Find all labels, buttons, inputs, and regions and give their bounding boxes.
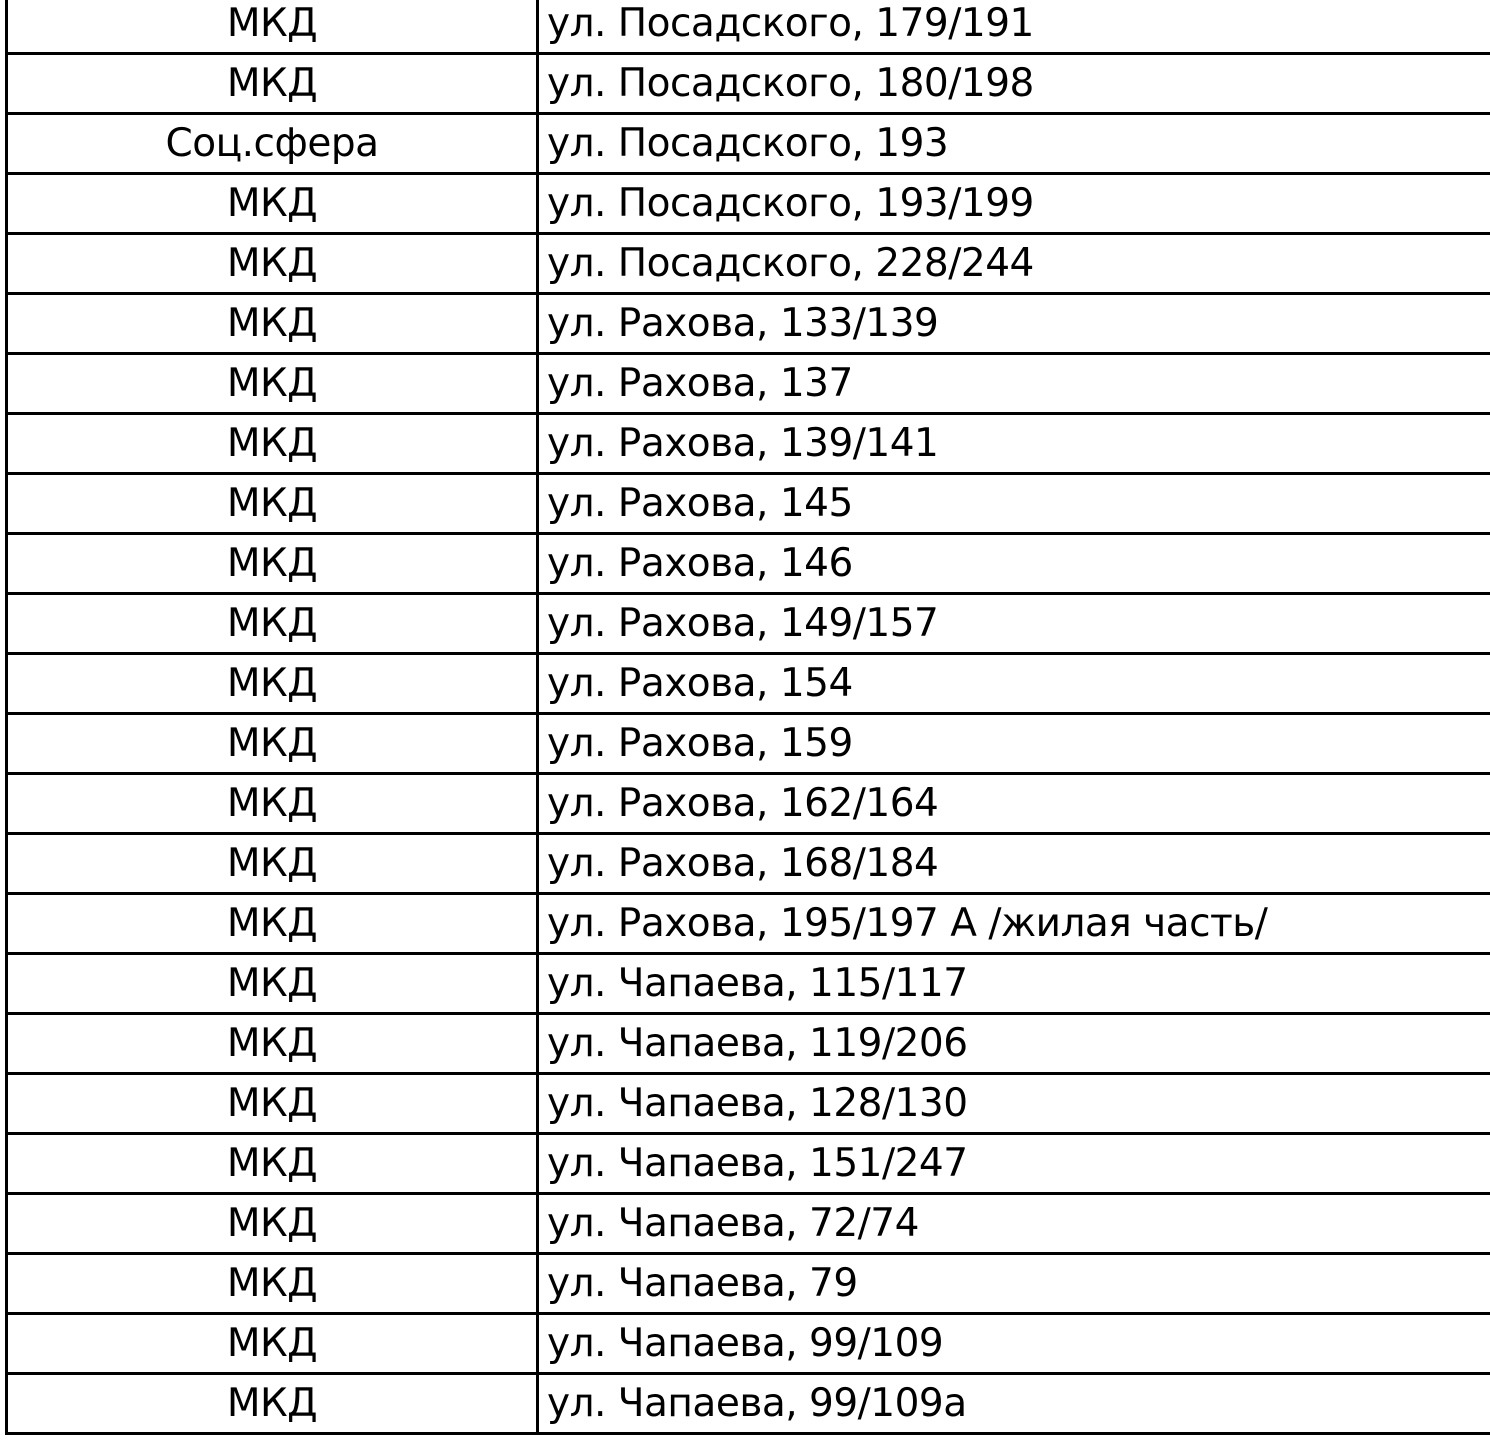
address-cell[interactable]: ул. Рахова, 137: [538, 354, 1490, 414]
address-cell[interactable]: ул. Посадского, 193: [538, 114, 1490, 174]
table-row: [7, 1314, 1490, 1374]
table-row: [7, 954, 1490, 1014]
table-row: [7, 594, 1490, 654]
address-cell[interactable]: ул. Рахова, 146: [538, 534, 1490, 594]
object-type-cell[interactable]: МКД: [7, 1134, 538, 1194]
table-row: [7, 114, 1490, 174]
object-type-cell[interactable]: МКД: [7, 894, 538, 954]
object-type-cell[interactable]: МКД: [7, 834, 538, 894]
address-cell[interactable]: ул. Чапаева, 99/109: [538, 1314, 1490, 1374]
object-type-cell[interactable]: МКД: [7, 294, 538, 354]
object-type-cell[interactable]: МКД: [7, 174, 538, 234]
address-cell[interactable]: ул. Рахова, 145: [538, 474, 1490, 534]
address-cell[interactable]: ул. Рахова, 149/157: [538, 594, 1490, 654]
address-cell[interactable]: ул. Посадского, 179/191: [538, 0, 1490, 54]
object-type-cell[interactable]: МКД: [7, 774, 538, 834]
table-row: [7, 54, 1490, 114]
table-row: [7, 414, 1490, 474]
address-cell[interactable]: ул. Рахова, 139/141: [538, 414, 1490, 474]
table-row: [7, 1374, 1490, 1434]
object-type-cell[interactable]: МКД: [7, 1014, 538, 1074]
address-cell[interactable]: ул. Чапаева, 128/130: [538, 1074, 1490, 1134]
table-row: [7, 1254, 1490, 1314]
address-cell[interactable]: ул. Посадского, 228/244: [538, 234, 1490, 294]
spreadsheet-sheet: [5, 0, 1483, 1435]
address-cell[interactable]: ул. Посадского, 180/198: [538, 54, 1490, 114]
address-cell[interactable]: ул. Рахова, 159: [538, 714, 1490, 774]
table-row: [7, 1134, 1490, 1194]
table-row: [7, 534, 1490, 594]
table-row: [7, 894, 1490, 954]
address-cell[interactable]: ул. Чапаева, 72/74: [538, 1194, 1490, 1254]
address-cell[interactable]: ул. Чапаева, 151/247: [538, 1134, 1490, 1194]
table-row: [7, 774, 1490, 834]
table-row: [7, 1194, 1490, 1254]
address-cell[interactable]: ул. Чапаева, 99/109а: [538, 1374, 1490, 1434]
object-type-cell[interactable]: МКД: [7, 234, 538, 294]
table-row: [7, 1074, 1490, 1134]
table-row: [7, 174, 1490, 234]
table-row: [7, 234, 1490, 294]
table-row: [7, 834, 1490, 894]
table-row: [7, 474, 1490, 534]
object-type-cell[interactable]: МКД: [7, 954, 538, 1014]
object-type-cell[interactable]: МКД: [7, 474, 538, 534]
object-type-cell[interactable]: МКД: [7, 54, 538, 114]
object-type-cell[interactable]: МКД: [7, 1254, 538, 1314]
object-type-cell[interactable]: МКД: [7, 1314, 538, 1374]
object-type-cell[interactable]: МКД: [7, 354, 538, 414]
object-type-cell[interactable]: Соц.сфера: [7, 114, 538, 174]
table-row: [7, 0, 1490, 54]
address-cell[interactable]: ул. Чапаева, 115/117: [538, 954, 1490, 1014]
address-cell[interactable]: ул. Чапаева, 79: [538, 1254, 1490, 1314]
object-type-cell[interactable]: МКД: [7, 1074, 538, 1134]
address-cell[interactable]: ул. Рахова, 168/184: [538, 834, 1490, 894]
object-type-cell[interactable]: МКД: [7, 414, 538, 474]
table-row: [7, 294, 1490, 354]
object-type-cell[interactable]: МКД: [7, 594, 538, 654]
table-row: [7, 1014, 1490, 1074]
address-cell[interactable]: ул. Рахова, 133/139: [538, 294, 1490, 354]
address-cell[interactable]: ул. Чапаева, 119/206: [538, 1014, 1490, 1074]
address-table: [5, 0, 1490, 1435]
table-row: [7, 354, 1490, 414]
object-type-cell[interactable]: МКД: [7, 534, 538, 594]
table-row: [7, 654, 1490, 714]
object-type-cell[interactable]: МКД: [7, 0, 538, 54]
address-table-body: [7, 0, 1490, 1434]
object-type-cell[interactable]: МКД: [7, 1374, 538, 1434]
object-type-cell[interactable]: МКД: [7, 654, 538, 714]
object-type-cell[interactable]: МКД: [7, 1194, 538, 1254]
table-row: [7, 714, 1490, 774]
address-cell[interactable]: ул. Рахова, 154: [538, 654, 1490, 714]
address-cell[interactable]: ул. Рахова, 195/197 А /жилая часть/: [538, 894, 1490, 954]
object-type-cell[interactable]: МКД: [7, 714, 538, 774]
address-cell[interactable]: ул. Рахова, 162/164: [538, 774, 1490, 834]
address-cell[interactable]: ул. Посадского, 193/199: [538, 174, 1490, 234]
